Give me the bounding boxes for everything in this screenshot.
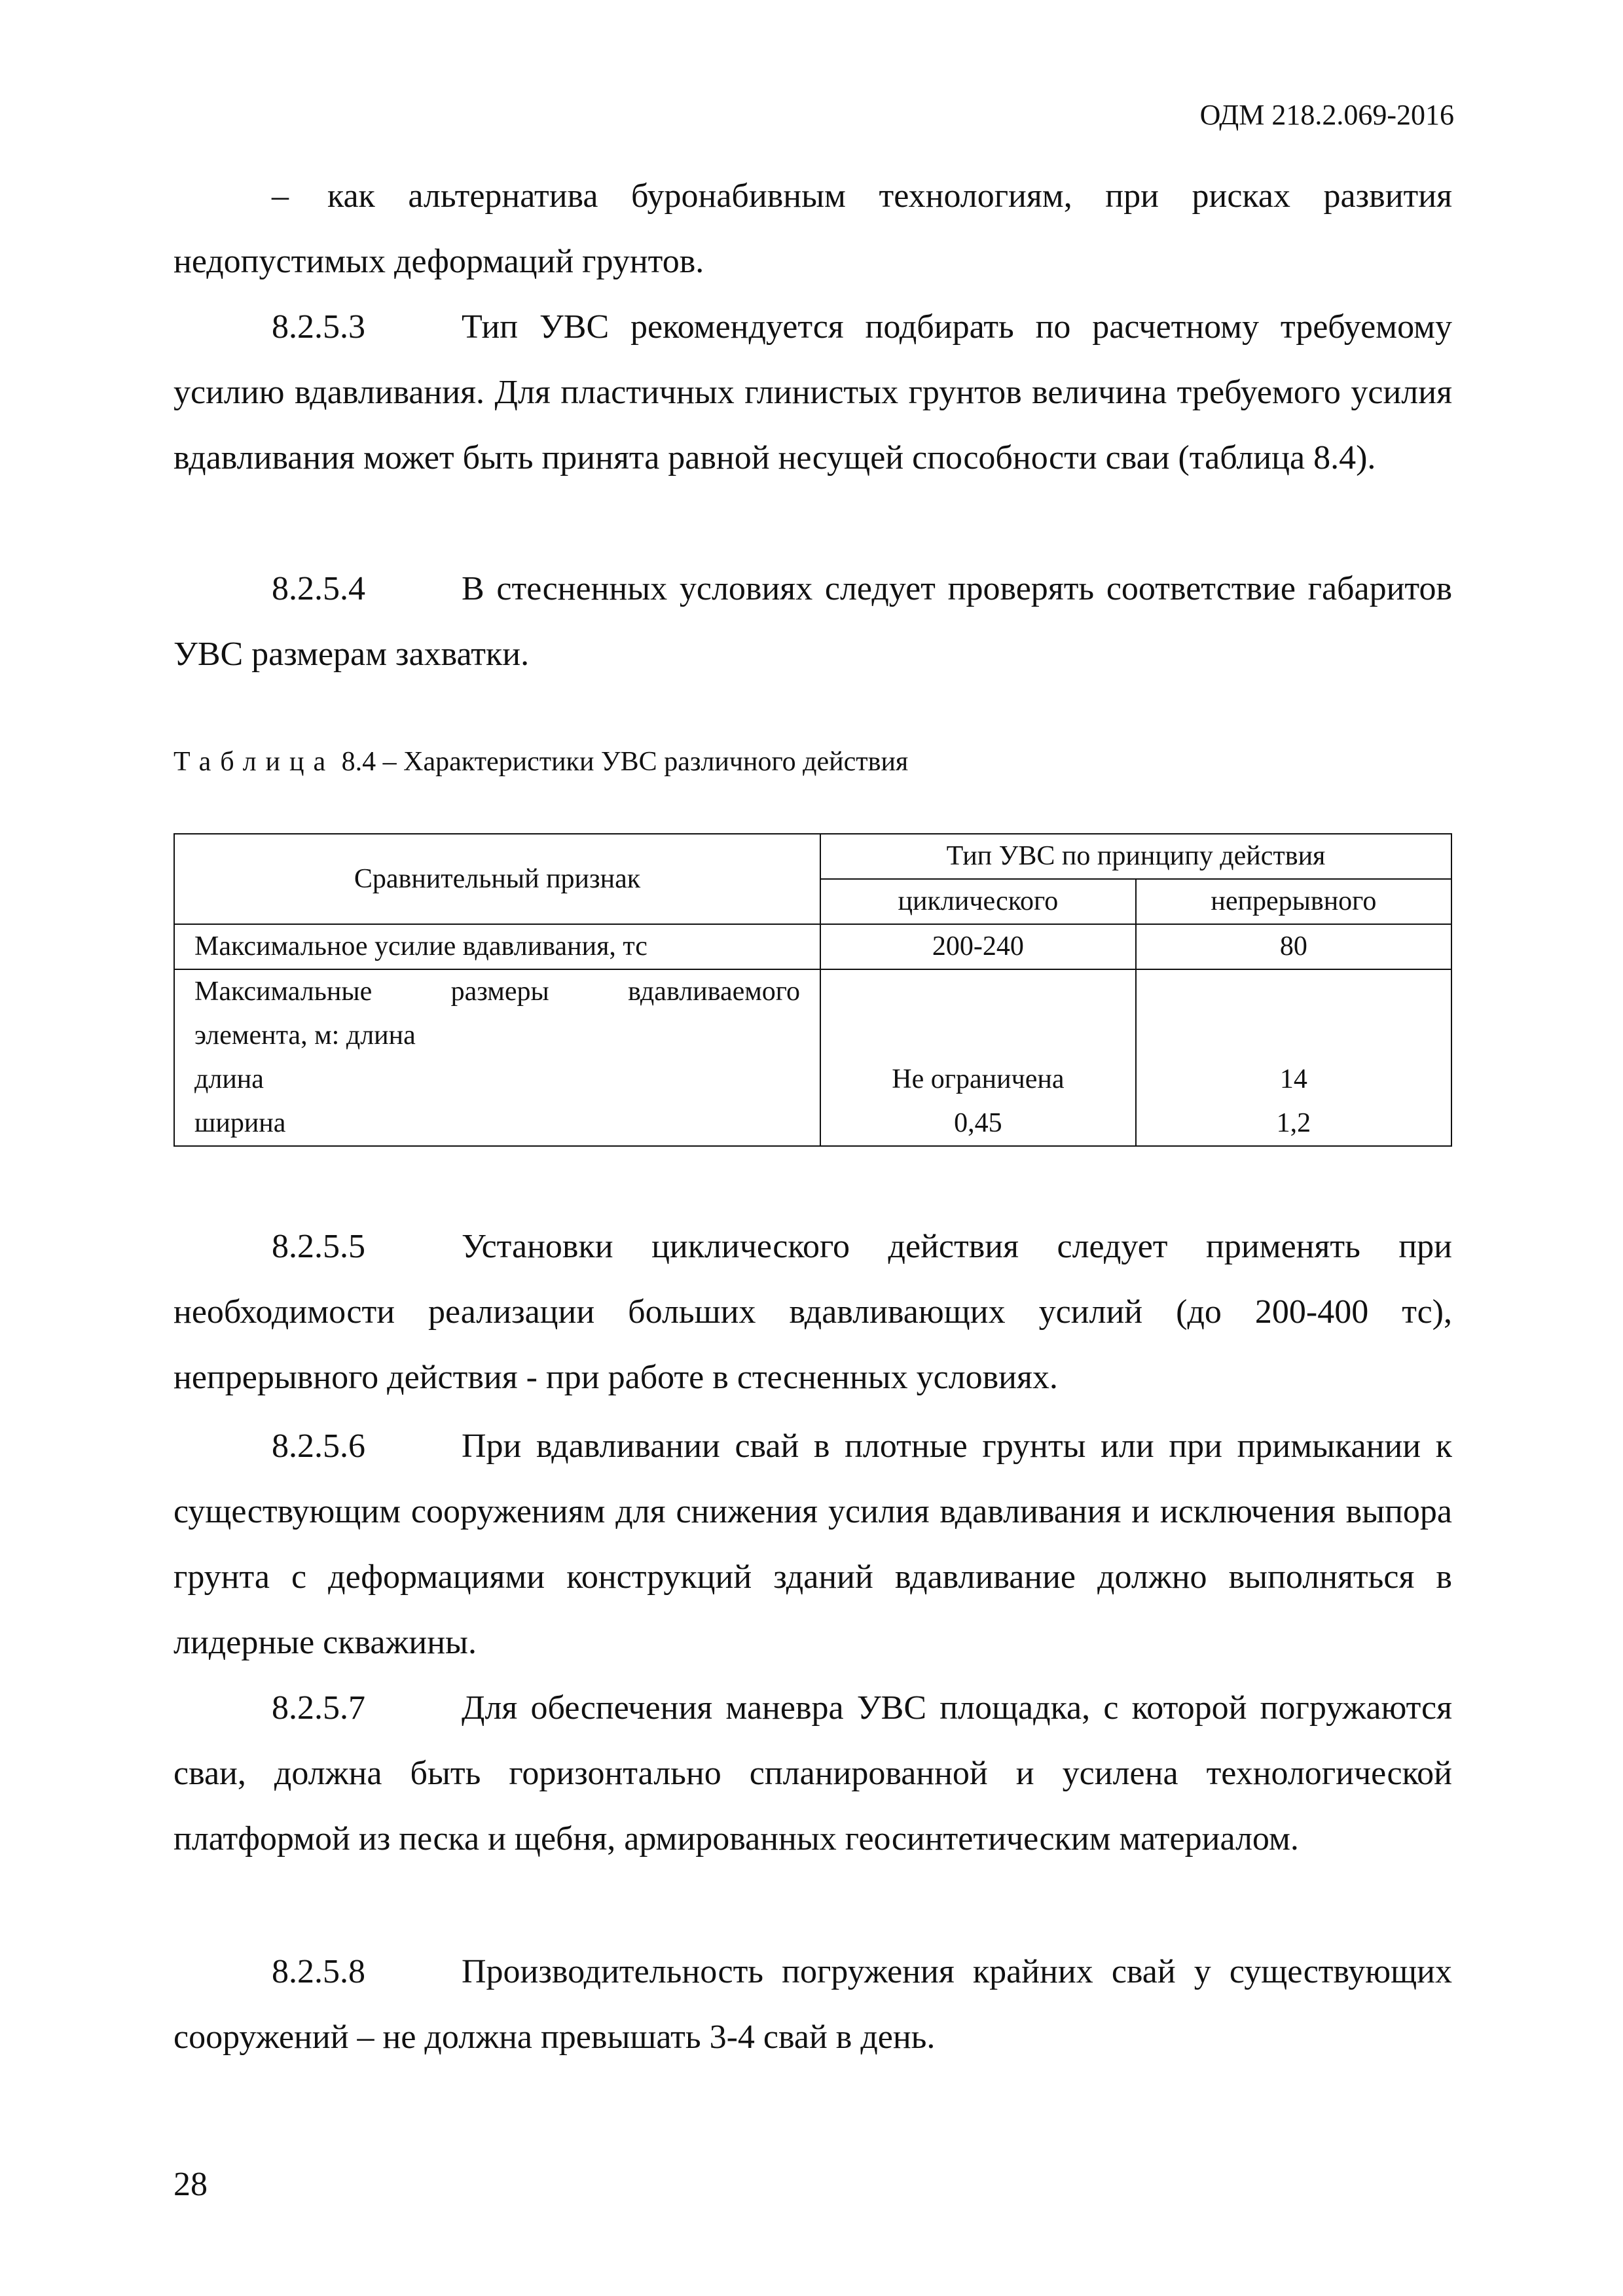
- cell-cyclic: 200-240: [820, 924, 1136, 969]
- intro-text: как альтернатива буронабивным технологиям, при рисках развития недопустимых деформаций грунтов.: [173, 177, 1452, 280]
- cell-feature-dimensions: [174, 969, 820, 1146]
- clause-number: 8.2.5.5: [272, 1228, 365, 1265]
- width-continuous: 1,2: [1276, 1108, 1311, 1138]
- clause-8-2-5-4: [173, 556, 1452, 687]
- clause-text: Тип УВС рекомендуется подбирать по расчетному требуемому усилию вдавливания. Для пластичных глинистых грунтов величина требуемого усилия вдавливания может быть принята равной несущей способности сваи (таблица 8.4).: [173, 308, 1452, 476]
- feature-line-1: Максимальные размеры вдавливаемого: [194, 977, 800, 1007]
- table-caption-word: Таблица: [173, 747, 335, 777]
- width-cyclic: 0,45: [954, 1108, 1002, 1138]
- table-row: [174, 924, 1451, 969]
- table-caption: [173, 745, 908, 779]
- clause-text: Для обеспечения маневра УВС площадка, с которой погружаются сваи, должна быть горизонтально спланированной и усилена технологической платформой из песка и щебня, армированных геосинтетическим материалом.: [173, 1689, 1452, 1857]
- cell-cyclic-dimensions: [820, 969, 1136, 1146]
- clause-8-2-5-7: [173, 1676, 1452, 1872]
- cell-feature: Максимальное усилие вдавливания, тс: [174, 924, 820, 969]
- clause-number: 8.2.5.4: [272, 570, 365, 607]
- list-dash: –: [272, 177, 289, 215]
- cell-continuous: 80: [1136, 924, 1451, 969]
- clause-number: 8.2.5.7: [272, 1689, 365, 1727]
- page-number: 28: [173, 2166, 208, 2203]
- clause-8-2-5-5: [173, 1214, 1452, 1410]
- width-label: ширина: [194, 1108, 286, 1138]
- table-header-row: [174, 834, 1451, 879]
- length-continuous: 14: [1279, 1064, 1307, 1094]
- clause-text: Установки циклического действия следует применять при необходимости реализации больших вдавливающих усилий (до 200-400 тс), непрерывного действия - при работе в стесненных условиях.: [173, 1228, 1452, 1396]
- clause-number: 8.2.5.8: [272, 1953, 365, 1990]
- feature-line-2: элемента, м: длина: [194, 1020, 416, 1050]
- header-feature: Сравнительный признак: [174, 834, 820, 924]
- intro-list-item: [173, 164, 1452, 295]
- clause-number: 8.2.5.3: [272, 308, 365, 346]
- clause-number: 8.2.5.6: [272, 1427, 365, 1465]
- length-label: длина: [194, 1064, 264, 1094]
- clause-text: Производительность погружения крайних свай у существующих сооружений – не должна превышать 3-4 свай в день.: [173, 1953, 1452, 2056]
- clause-text: В стесненных условиях следует проверять соответствие габаритов УВС размерам захватки.: [173, 570, 1452, 673]
- header-continuous: непрерывного: [1136, 879, 1451, 924]
- table-caption-text: 8.4 – Характеристики УВС различного действия: [341, 747, 909, 777]
- header-type-group: Тип УВС по принципу действия: [820, 834, 1451, 879]
- clause-8-2-5-6: [173, 1414, 1452, 1676]
- cell-continuous-dimensions: [1136, 969, 1451, 1146]
- characteristics-table: [173, 833, 1452, 1147]
- clause-8-2-5-3: [173, 295, 1452, 491]
- header-cyclic: циклического: [820, 879, 1136, 924]
- table-row-dimensions: [174, 969, 1451, 1146]
- length-cyclic: Не ограничена: [892, 1064, 1065, 1094]
- document-code: ОДМ 218.2.069-2016: [1199, 99, 1454, 131]
- clause-text: При вдавливании свай в плотные грунты или при примыкании к существующим сооружениям для снижения усилия вдавливания и исключения выпора грунта с деформациями конструкций зданий вдавливание должно выполняться в лидерные скважины.: [173, 1427, 1452, 1661]
- clause-8-2-5-8: [173, 1939, 1452, 2070]
